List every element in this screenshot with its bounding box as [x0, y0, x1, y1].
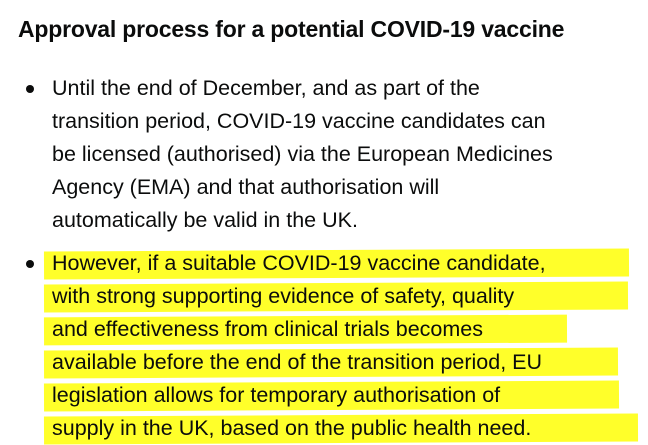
highlighted-line — [52, 379, 648, 412]
highlighted-line-text: However, if a suitable COVID-19 vaccine candidate, — [52, 251, 546, 275]
bullet-dot-icon — [26, 85, 34, 93]
highlighted-line — [52, 313, 648, 346]
highlighted-line-text: legislation allows for temporary authorisation of — [52, 383, 501, 407]
highlighted-line — [52, 346, 648, 379]
bullet-line: be licensed (authorised) via the European Medicines — [52, 142, 553, 166]
highlighted-line — [52, 280, 648, 313]
bullet-item-eu-licensing — [0, 72, 648, 237]
highlighted-line — [52, 247, 648, 280]
bullet-list — [0, 72, 648, 445]
section-heading: Approval process for a potential COVID-19 vaccine — [18, 16, 565, 42]
highlighted-line-text: supply in the UK, based on the public health need. — [52, 416, 532, 440]
bullet-line: transition period, COVID-19 vaccine candidates can — [52, 109, 546, 133]
highlighted-line-text: available before the end of the transition period, EU — [52, 350, 543, 374]
bullet-line: automatically be valid in the UK. — [52, 208, 358, 232]
highlighted-line — [52, 412, 648, 445]
highlighted-line-text: and effectiveness from clinical trials becomes — [52, 317, 483, 341]
bullet-line: Agency (EMA) and that authorisation will — [52, 175, 440, 199]
bullet-item-temporary-authorisation — [0, 247, 648, 445]
highlighted-line-text: with strong supporting evidence of safety, quality — [52, 284, 515, 308]
bullet-line: Until the end of December, and as part of the — [52, 76, 480, 100]
bullet-dot-icon — [26, 260, 34, 268]
